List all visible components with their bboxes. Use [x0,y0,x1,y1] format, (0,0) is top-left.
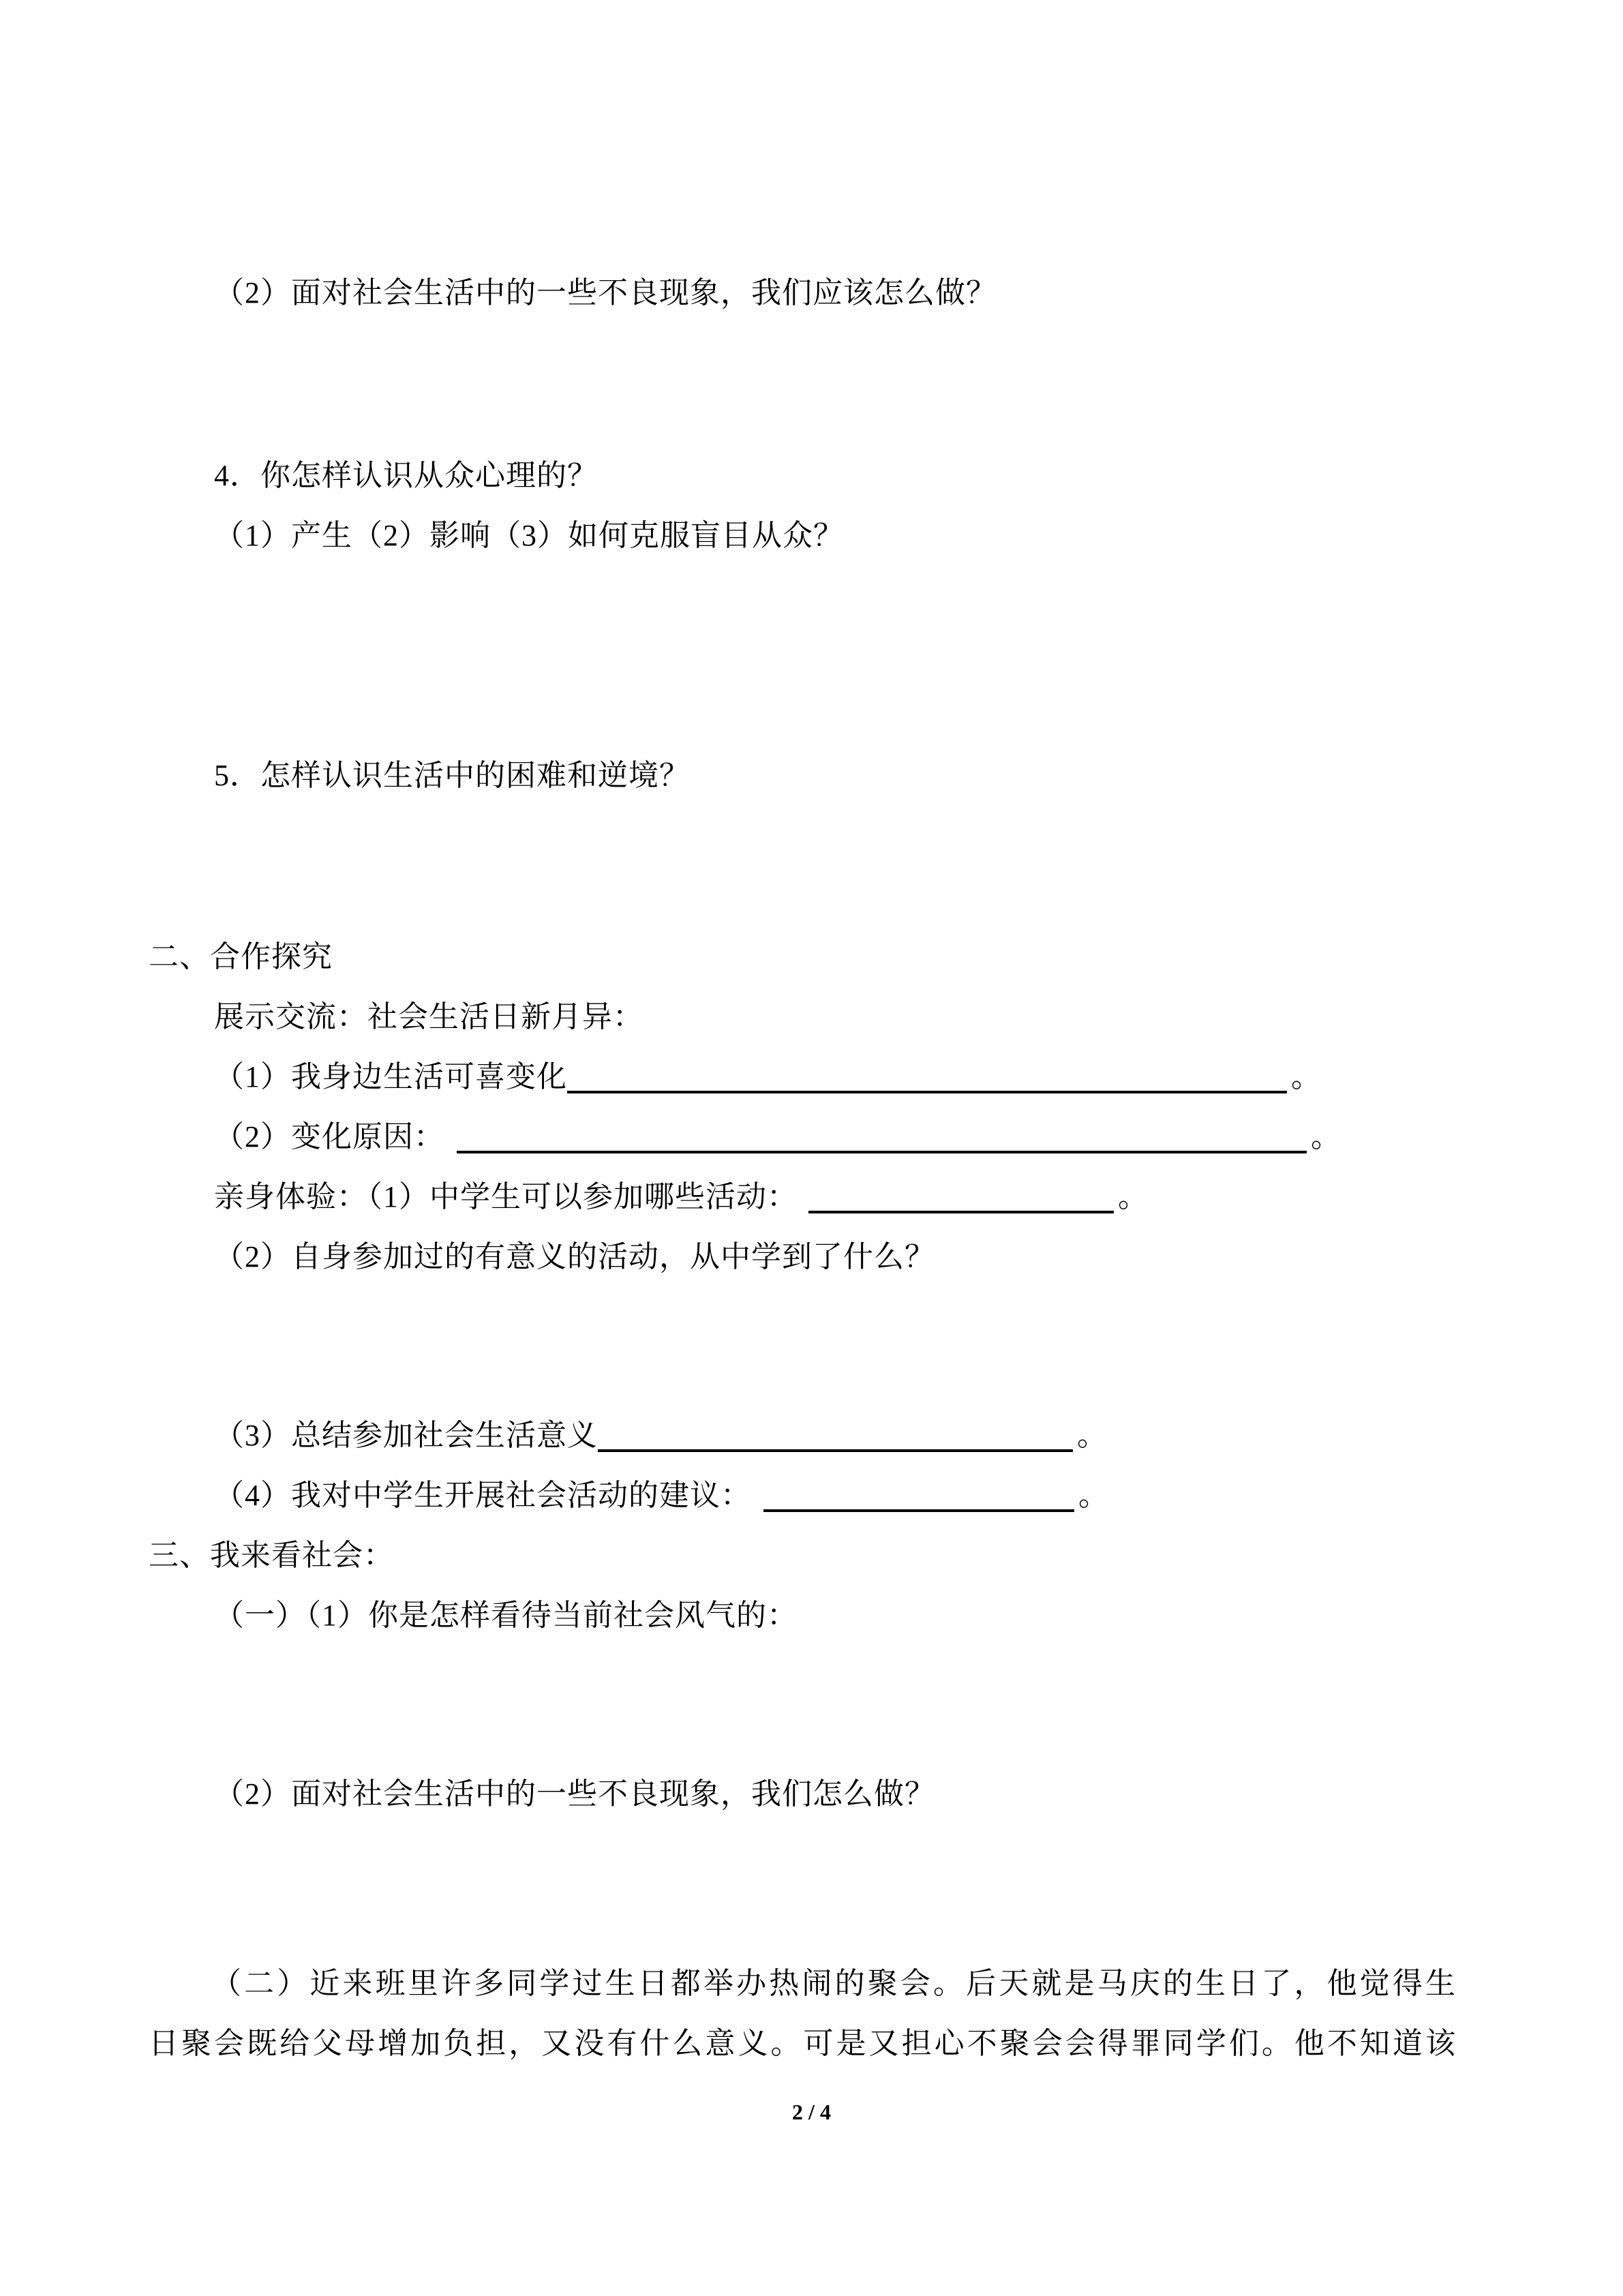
answer-blank-1[interactable] [567,1061,1287,1093]
question-5: 5．怎样认识生活中的困难和逆境？ [214,759,690,792]
section-2-experience [214,1178,1149,1216]
period: 。 [1311,1120,1341,1153]
section-2-item-1 [214,1058,1322,1096]
section-3-heading: 三、我来看社会： [149,1539,394,1572]
period: 。 [1077,1419,1108,1452]
section-2-item-2 [214,1118,1341,1156]
question-3-part-2: （2）面对社会生活中的一些不良现象，我们应该怎么做？ [214,276,997,309]
answer-blank-3[interactable] [808,1181,1114,1213]
item-1-label: （1）我身边生活可喜变化 [214,1060,567,1093]
item-2-label: （2）变化原因： [214,1120,444,1153]
question-4: 4．你怎样认识从众心理的？ [214,459,598,492]
period: 。 [1078,1479,1109,1512]
section-3-part-1-question-2: （2）面对社会生活中的一些不良现象，我们怎么做？ [214,1777,935,1811]
period: 。 [1291,1060,1322,1093]
section-2-experience-item-2: （2）自身参加过的有意义的活动，从中学到了什么？ [214,1240,935,1273]
experience-label: 亲身体验：（1）中学生可以参加哪些活动： [214,1180,798,1213]
paragraph-line-2: 日聚会既给父母增加负担，又没有什么意义。可是又担心不聚会会得罪同学们。他不知道该 [149,2027,1456,2060]
section-2-intro: 展示交流：社会生活日新月异： [214,1000,643,1033]
answer-blank-5[interactable] [763,1479,1074,1512]
item-3-label: （3）总结参加社会生活意义 [214,1419,598,1452]
answer-blank-4[interactable] [598,1419,1073,1452]
answer-blank-2[interactable] [457,1121,1307,1153]
paragraph-line-1: （二）近来班里许多同学过生日都举办热闹的聚会。后天就是马庆的生日了，他觉得生 [211,1967,1456,2000]
section-2-item-3 [214,1417,1108,1455]
page-number: 2 / 4 [792,2100,831,2124]
section-3-part-2-paragraph [149,1954,1456,2074]
item-4-label: （4）我对中学生开展社会活动的建议： [214,1479,751,1512]
question-4-subparts: （1）产生（2）影响（3）如何克服盲目从众？ [214,519,844,552]
period: 。 [1118,1180,1149,1213]
section-3-part-1-question-1: （一）（1）你是怎样看待当前社会风气的： [214,1599,798,1632]
section-2-item-4 [214,1477,1109,1515]
section-2-heading: 二、合作探究 [149,940,333,973]
